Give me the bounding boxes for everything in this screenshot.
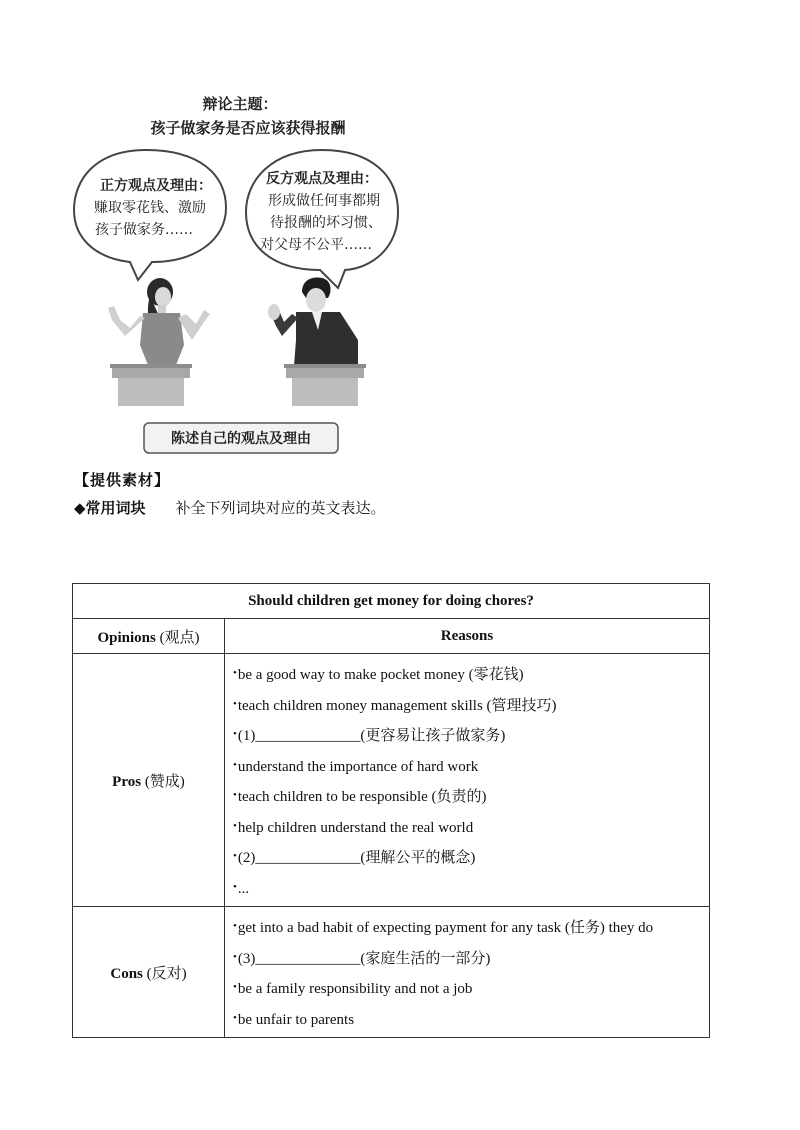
pro-bubble-line-1: 赚取零花钱、激励	[94, 200, 206, 216]
con-bubble-line-3: 对父母不公平……	[260, 237, 372, 253]
list-item	[233, 972, 709, 1003]
right-podium	[284, 364, 366, 406]
list-item	[233, 872, 709, 903]
table-title: Should children get money for doing chores?	[73, 584, 710, 619]
pros-item-2: teach children money management skills (管理技巧)	[237, 697, 557, 714]
opinions-header-cn: (观点)	[155, 629, 200, 646]
instruction-line	[74, 497, 386, 518]
list-item	[233, 719, 709, 750]
female-debater-figure	[108, 278, 210, 365]
opinions-header-en: Opinions	[97, 629, 156, 646]
list-item	[233, 841, 709, 872]
instruction-text: 补全下列词块对应的英文表达。	[175, 499, 386, 517]
list-item	[233, 1003, 709, 1034]
bullet: •	[233, 758, 237, 771]
debate-illustration	[0, 0, 800, 470]
con-bubble-line-2: 待报酬的坏习惯、	[270, 215, 382, 231]
bullet: •	[233, 789, 237, 801]
bullet: •	[233, 981, 237, 993]
bullet: •	[233, 880, 237, 893]
debate-table	[72, 583, 710, 1038]
cons-item-2-blank: (3)______________(家庭生活的一部分)	[237, 950, 491, 967]
pros-item-8: ...	[237, 880, 250, 897]
caption-text: 陈述自己的观点及理由	[171, 431, 311, 447]
cons-item-3: be a family responsibility and not a job	[237, 981, 473, 997]
bullet: •	[233, 950, 237, 963]
cons-list	[233, 911, 709, 1033]
pro-bubble-title: 正方观点及理由：	[100, 178, 212, 194]
cons-label-cn: (反对)	[142, 965, 187, 982]
list-item	[233, 689, 709, 720]
left-podium	[110, 364, 192, 406]
con-bubble-line-1: 形成做任何事都期	[268, 193, 380, 209]
section-heading: 【提供素材】	[74, 471, 171, 489]
cons-item-1: get into a bad habit of expecting payment for any task (任务) they do	[237, 920, 654, 936]
list-item	[233, 750, 709, 781]
list-item	[233, 780, 709, 811]
pro-speech-bubble	[74, 150, 226, 280]
reasons-header: Reasons	[225, 619, 710, 654]
pros-reasons-cell	[225, 654, 710, 907]
bullet: •	[233, 819, 237, 832]
opinions-header	[73, 619, 225, 654]
bullet: •	[233, 728, 237, 740]
male-debater-figure	[268, 278, 358, 366]
bullet: •	[233, 850, 237, 862]
pros-list	[233, 658, 709, 902]
cons-label-cell	[73, 907, 225, 1038]
bullet: •	[233, 697, 237, 710]
con-bubble-title: 反方观点及理由：	[266, 171, 378, 187]
con-speech-bubble	[246, 150, 398, 288]
pros-item-4: understand the importance of hard work	[237, 758, 479, 775]
list-item	[233, 811, 709, 842]
cons-reasons-cell	[225, 907, 710, 1038]
pros-item-6: help children understand the real world	[237, 819, 474, 836]
pros-item-1: be a good way to make pocket money (零花钱)	[237, 667, 524, 683]
pros-label-cn: (赞成)	[141, 773, 185, 790]
pros-item-5: teach children to be responsible (负责的)	[237, 789, 487, 805]
bullet: •	[233, 667, 237, 679]
subheading-label: ◆常用词块	[74, 499, 146, 517]
bullet: •	[233, 920, 237, 932]
cons-item-4: be unfair to parents	[237, 1011, 355, 1028]
debate-topic-label: 辩论主题：	[202, 95, 278, 113]
caption-box	[144, 423, 338, 453]
pro-bubble-line-2: 孩子做家务……	[95, 222, 193, 238]
list-item	[233, 658, 709, 689]
list-item	[233, 911, 709, 942]
debate-topic: 孩子做家务是否应该获得报酬	[150, 119, 346, 137]
pros-item-7-blank: (2)______________(理解公平的概念)	[237, 850, 476, 866]
list-item	[233, 942, 709, 973]
cons-label: Cons	[110, 965, 143, 982]
pros-label: Pros	[112, 773, 142, 790]
pros-label-cell	[73, 654, 225, 907]
pros-item-3-blank: (1)______________(更容易让孩子做家务)	[237, 728, 506, 744]
bullet: •	[233, 1011, 237, 1024]
